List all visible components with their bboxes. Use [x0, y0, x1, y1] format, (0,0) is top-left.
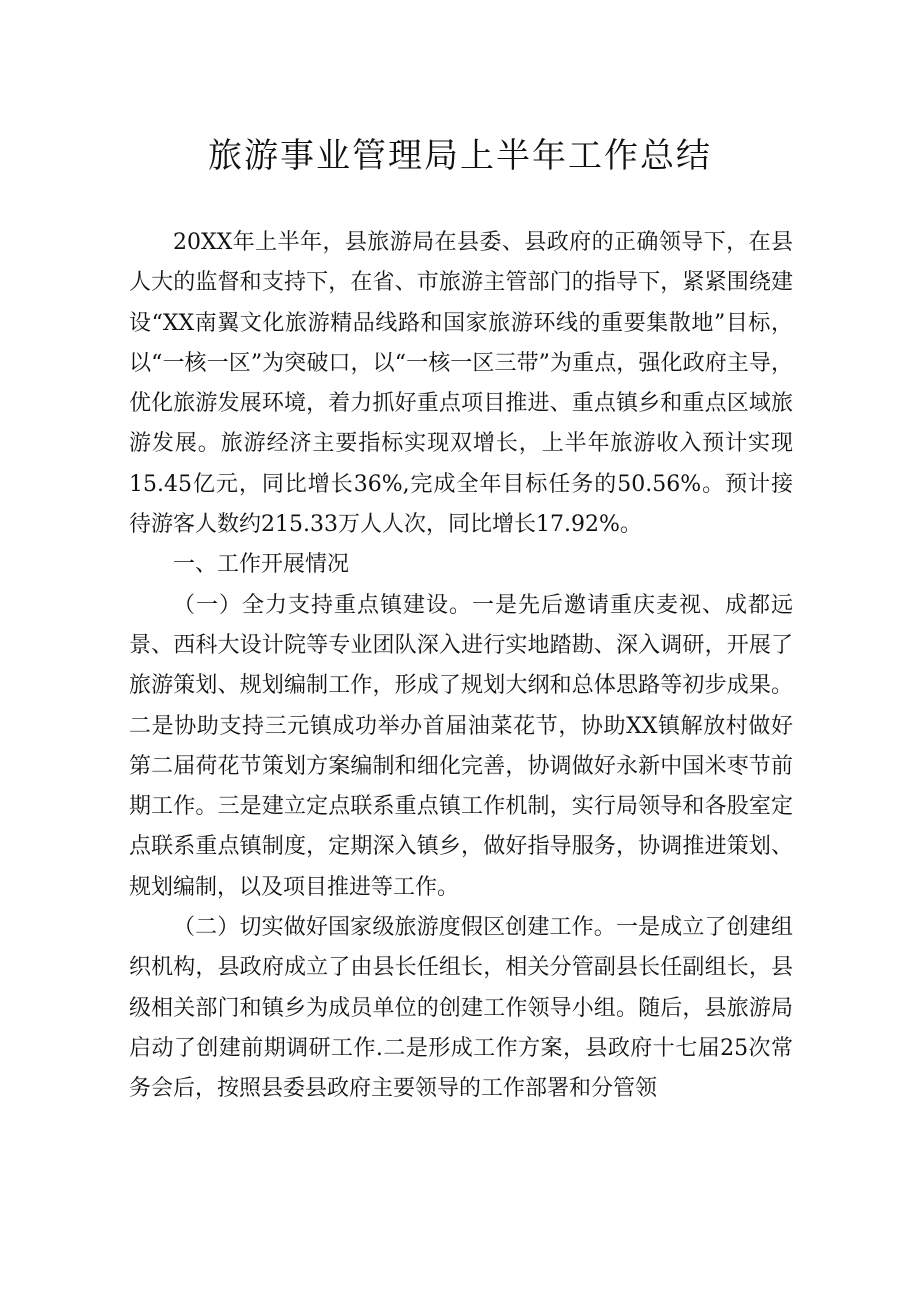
document-body	[129, 223, 793, 1110]
subsection-paragraph: （二）切实做好国家级旅游度假区创建工作。一是成立了创建组织机构，县政府成立了由县长任组长，相关分管副县长任副组长，县级相关部门和镇乡为成员单位的创建工作领导小组。随后，县旅游局启动了创建前期调研工作.二是形成工作方案，县政府十七届25次常务会后，按照县委县政府主要领导的工作部署和分管领	[129, 915, 793, 1102]
subsection-paragraph: （一）全力支持重点镇建设。一是先后邀请重庆麦视、成都远景、西科大设计院等专业团队深入进行实地踏勘、深入调研，开展了旅游策划、规划编制工作，形成了规划大纲和总体思路等初步成果。二是协助支持三元镇成功举办首届油菜花节，协助XX镇解放村做好第二届荷花节策划方案编制和细化完善，协调做好永新中国米枣节前期工作。三是建立定点联系重点镇工作机制，实行局领导和各股室定点联系重点镇制度，定期深入镇乡，做好指导服务，协调推进策划、规划编制，以及项目推进等工作。	[129, 592, 793, 900]
section-heading: 一、工作开展情况	[173, 552, 350, 578]
document-title: 旅游事业管理局上半年工作总结	[208, 136, 712, 176]
intro-paragraph: 20XX年上半年，县旅游局在县委、县政府的正确领导下，在县人大的监督和支持下，在省、市旅游主管部门的指导下，紧紧围绕建设“XX南翼文化旅游精品线路和国家旅游环线的重要集散地”目标，以“一核一区”为突破口，以“一核一区三带”为重点，强化政府主导，优化旅游发展环境，着力抓好重点项目推进、重点镇乡和重点区域旅游发展。旅游经济主要指标实现双增长，上半年旅游收入预计实现15.45亿元，同比增长36%,完成全年目标任务的50.56%。预计接待游客人数约215.33万人人次，同比增长17.92%。	[129, 230, 793, 538]
